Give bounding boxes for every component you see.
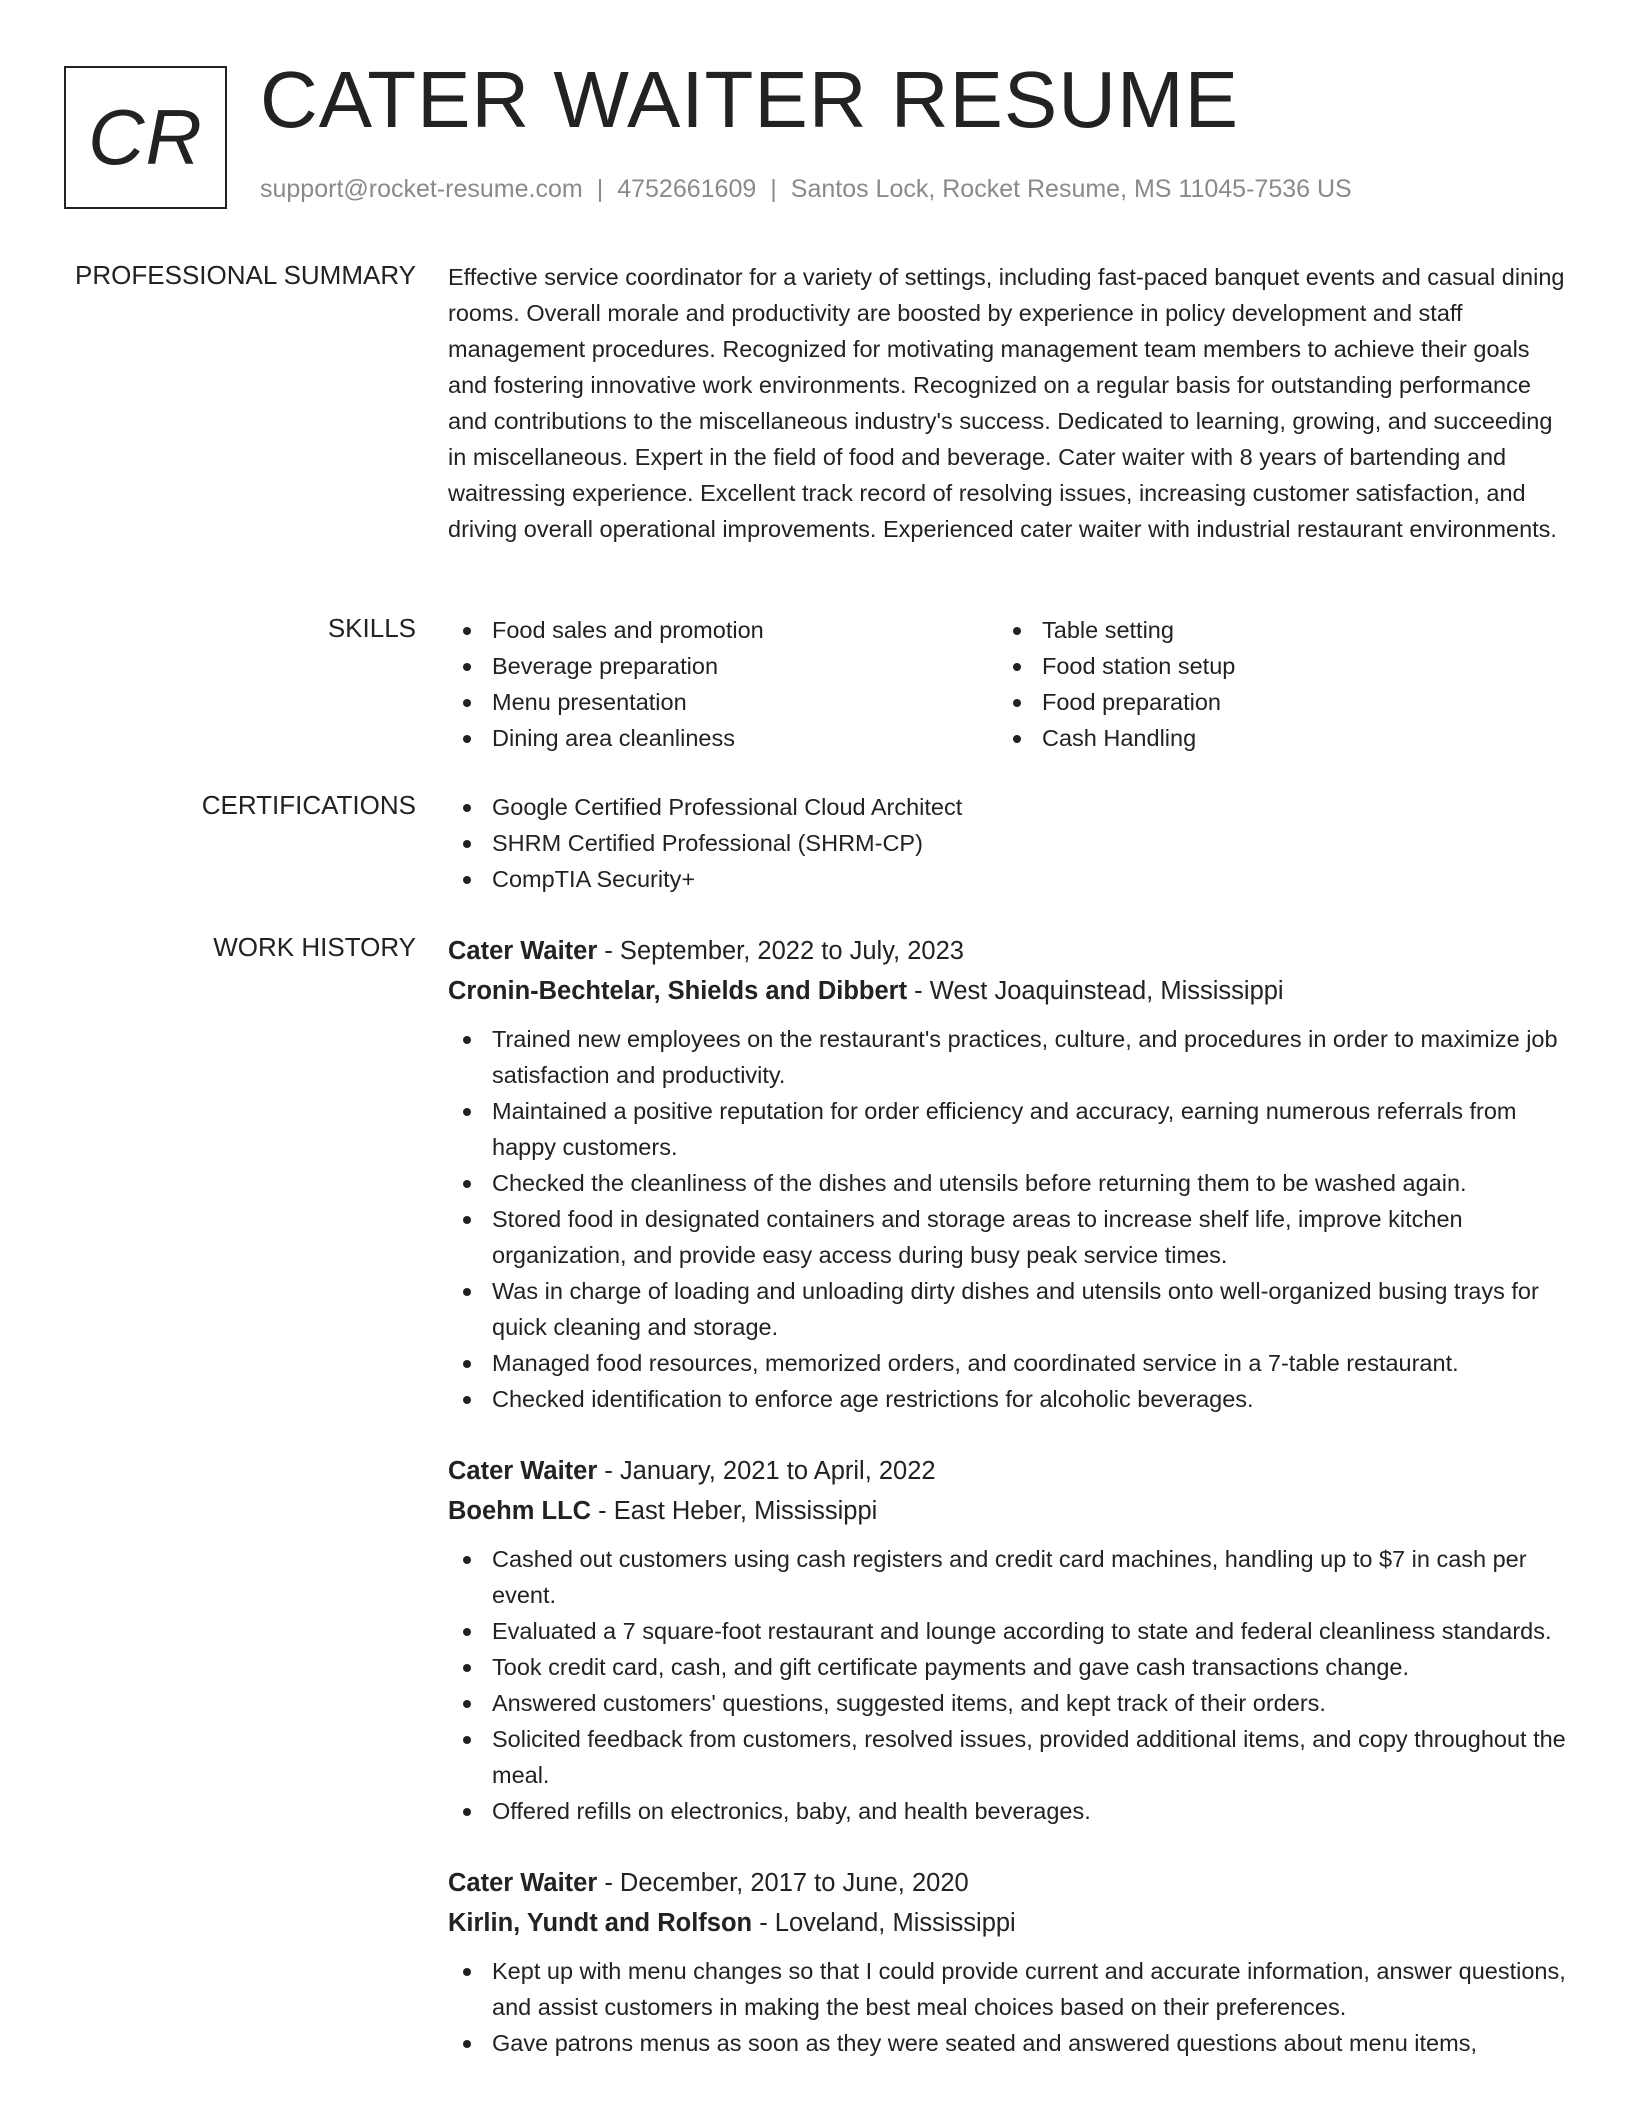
certification-item: CompTIA Security+ [448, 861, 1570, 897]
job-title-line [448, 931, 1570, 971]
duty-item: Maintained a positive reputation for order efficiency and accuracy, earning numerous referrals from happy customers. [448, 1093, 1570, 1165]
certifications-list [448, 789, 1570, 897]
skill-item: Beverage preparation [448, 648, 998, 684]
job-location: - West Joaquinstead, Mississippi [914, 977, 1284, 1005]
duty-item: Kept up with menu changes so that I could provide current and accurate information, answer questions, and assist customers in making the best meal choices based on their preferences. [448, 1953, 1570, 2025]
job-entry [448, 1863, 1570, 2061]
skill-item: Cash Handling [998, 720, 1548, 756]
job-duties [448, 1021, 1570, 1417]
skill-item: Dining area cleanliness [448, 720, 998, 756]
job-dates: - December, 2017 to June, 2020 [604, 1869, 969, 1897]
certification-item: Google Certified Professional Cloud Architect [448, 789, 1570, 825]
duty-item: Took credit card, cash, and gift certificate payments and gave cash transactions change. [448, 1649, 1570, 1685]
skill-item: Menu presentation [448, 684, 998, 720]
jobs-container [448, 931, 1570, 2097]
job-entry [448, 931, 1570, 1417]
duty-item: Checked the cleanliness of the dishes and utensils before returning them to be washed again. [448, 1165, 1570, 1201]
job-company: Cronin-Bechtelar, Shields and Dibbert [448, 977, 908, 1005]
skills-grid [448, 612, 1570, 756]
duty-item: Cashed out customers using cash registers and credit card machines, handling up to $7 in cash per event. [448, 1541, 1570, 1613]
monogram-logo: CR [64, 66, 227, 209]
duty-item: Gave patrons menus as soon as they were seated and answered questions about menu items, [448, 2025, 1570, 2061]
section-heading: PROFESSIONAL SUMMARY [75, 260, 416, 290]
job-company-line [448, 1491, 1570, 1531]
job-company-line [448, 971, 1570, 1011]
contact-phone: 4752661609 [617, 175, 757, 203]
contact-line [260, 175, 1352, 204]
contact-separator: | [770, 175, 777, 203]
skills-list-right [998, 612, 1548, 756]
section-heading: SKILLS [327, 613, 416, 643]
skill-item: Food station setup [998, 648, 1548, 684]
certification-item: SHRM Certified Professional (SHRM-CP) [448, 825, 1570, 861]
duty-item: Managed food resources, memorized orders, and coordinated service in a 7-table restaurant. [448, 1345, 1570, 1381]
job-entry [448, 1451, 1570, 1829]
section-heading: WORK HISTORY [213, 932, 416, 962]
job-location: - Loveland, Mississippi [759, 1909, 1016, 1937]
job-title: Cater Waiter [448, 937, 598, 965]
duty-item: Evaluated a 7 square-foot restaurant and lounge according to state and federal cleanliness standards. [448, 1613, 1570, 1649]
contact-address: Santos Lock, Rocket Resume, MS 11045-7536 US [790, 175, 1352, 203]
job-title: Cater Waiter [448, 1869, 598, 1897]
contact-email[interactable]: support@rocket-resume.com [260, 175, 583, 203]
summary-text: Effective service coordinator for a variety of settings, including fast-paced banquet events and casual dining rooms. Overall morale and productivity are boosted by experience in policy development and staff management procedures. Recognized for motivating management team members to achieve their goals and fostering innovative work environments. Recognized on a regular basis for outstanding performance and contributions to the miscellaneous industry's success. Dedicated to learning, growing, and succeeding in miscellaneous. Expert in the field of food and beverage. Cater waiter with 8 years of bartending and waitressing experience. Excellent track record of resolving issues, increasing customer satisfaction, and driving overall operational improvements. Experienced cater waiter with industrial restaurant environments. [448, 264, 1565, 542]
duty-item: Solicited feedback from customers, resolved issues, provided additional items, and copy throughout the meal. [448, 1721, 1570, 1793]
job-duties [448, 1541, 1570, 1829]
job-title-line [448, 1863, 1570, 1903]
contact-separator: | [596, 175, 604, 203]
skill-item: Table setting [998, 612, 1548, 648]
job-title-line [448, 1451, 1570, 1491]
duty-item: Was in charge of loading and unloading dirty dishes and utensils onto well-organized busing trays for quick cleaning and storage. [448, 1273, 1570, 1345]
skill-item: Food preparation [998, 684, 1548, 720]
job-dates: - September, 2022 to July, 2023 [604, 937, 964, 965]
section-heading: CERTIFICATIONS [201, 790, 416, 820]
job-company: Kirlin, Yundt and Rolfson [448, 1909, 753, 1937]
duty-item: Offered refills on electronics, baby, and health beverages. [448, 1793, 1570, 1829]
job-company-line [448, 1903, 1570, 1943]
skills-list-left [448, 612, 998, 756]
job-company: Boehm LLC [448, 1497, 592, 1525]
job-dates: - January, 2021 to April, 2022 [604, 1457, 936, 1485]
duty-item: Checked identification to enforce age restrictions for alcoholic beverages. [448, 1381, 1570, 1417]
job-duties [448, 1953, 1570, 2061]
resume-title: CATER WAITER RESUME [260, 55, 1240, 144]
job-location: - East Heber, Mississippi [598, 1497, 878, 1525]
duty-item: Stored food in designated containers and storage areas to increase shelf life, improve kitchen organization, and provide easy access during busy peak service times. [448, 1201, 1570, 1273]
skill-item: Food sales and promotion [448, 612, 998, 648]
duty-item: Answered customers' questions, suggested items, and kept track of their orders. [448, 1685, 1570, 1721]
duty-item: Trained new employees on the restaurant's practices, culture, and procedures in order to maximize job satisfaction and productivity. [448, 1021, 1570, 1093]
job-title: Cater Waiter [448, 1457, 598, 1485]
